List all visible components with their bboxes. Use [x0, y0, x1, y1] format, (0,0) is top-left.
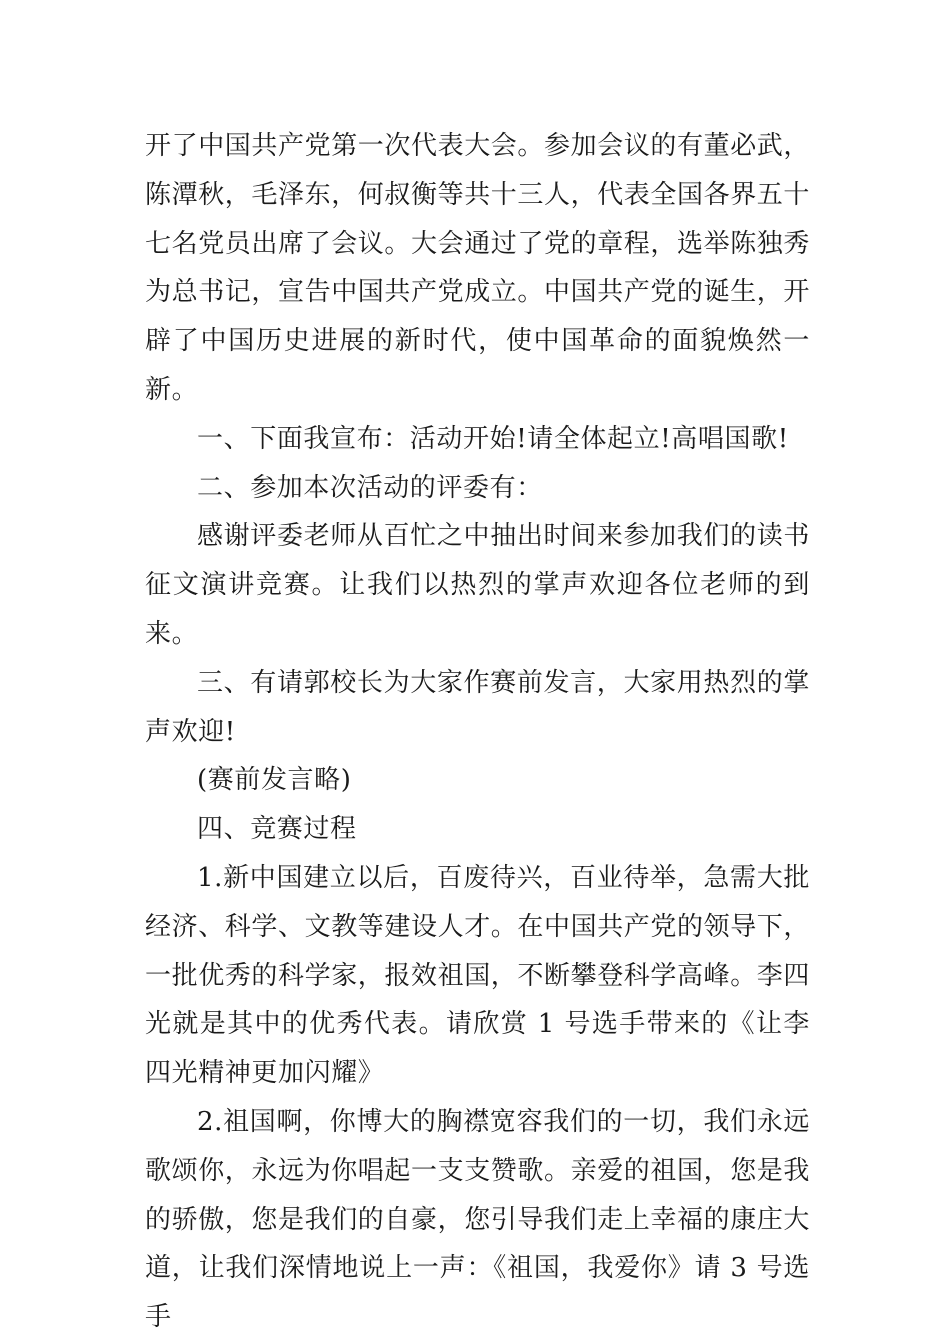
- paragraph-competition-process: 四、竞赛过程: [197, 814, 357, 845]
- paragraph-speech-omitted: (赛前发言略): [197, 765, 352, 796]
- paragraph-contestant-2: 2.祖国啊，你博大的胸襟宽容我们的一切，我们永远歌颂你，永远为你唱起一支支赞歌。亲爱的祖国，您是我的骄傲，您是我们的自豪，您引导我们走上幸福的康庄大道，让我们深情地说上一声：《祖国，我爱你》请 3 号选手: [145, 1106, 811, 1333]
- paragraph-thanks: 感谢评委老师从百忙之中抽出时间来参加我们的读书征文演讲竞赛。让我们以热烈的掌声欢迎各位老师的到来。: [145, 521, 810, 649]
- document-body: [145, 122, 810, 1342]
- paragraph-contestant-1: 1.新中国建立以后，百废待兴，百业待举，急需大批经济、科学、文教等建设人才。在中国共产党的领导下，一批优秀的科学家，报效祖国，不断攀登科学高峰。李四光就是其中的优秀代表。请欣赏 1 号选手带来的《让李四光精神更加闪耀》: [145, 862, 811, 1089]
- paragraph-intro: 开了中国共产党第一次代表大会。参加会议的有董必武，陈潭秋，毛泽东，何叔衡等共十三人，代表全国各界五十七名党员出席了会议。大会通过了党的章程，选举陈独秀为总书记，宣告中国共产党成立。中国共产党的诞生，开辟了中国历史进展的新时代，使中国革命的面貌焕然一新。: [145, 131, 811, 405]
- paragraph-judges: 二、参加本次活动的评委有：: [197, 472, 543, 503]
- paragraph-opening: 一、下面我宣布：活动开始!请全体起立!高唱国歌!: [197, 423, 789, 454]
- paragraph-principal-speech: 三、有请郭校长为大家作赛前发言，大家用热烈的掌声欢迎!: [145, 667, 810, 747]
